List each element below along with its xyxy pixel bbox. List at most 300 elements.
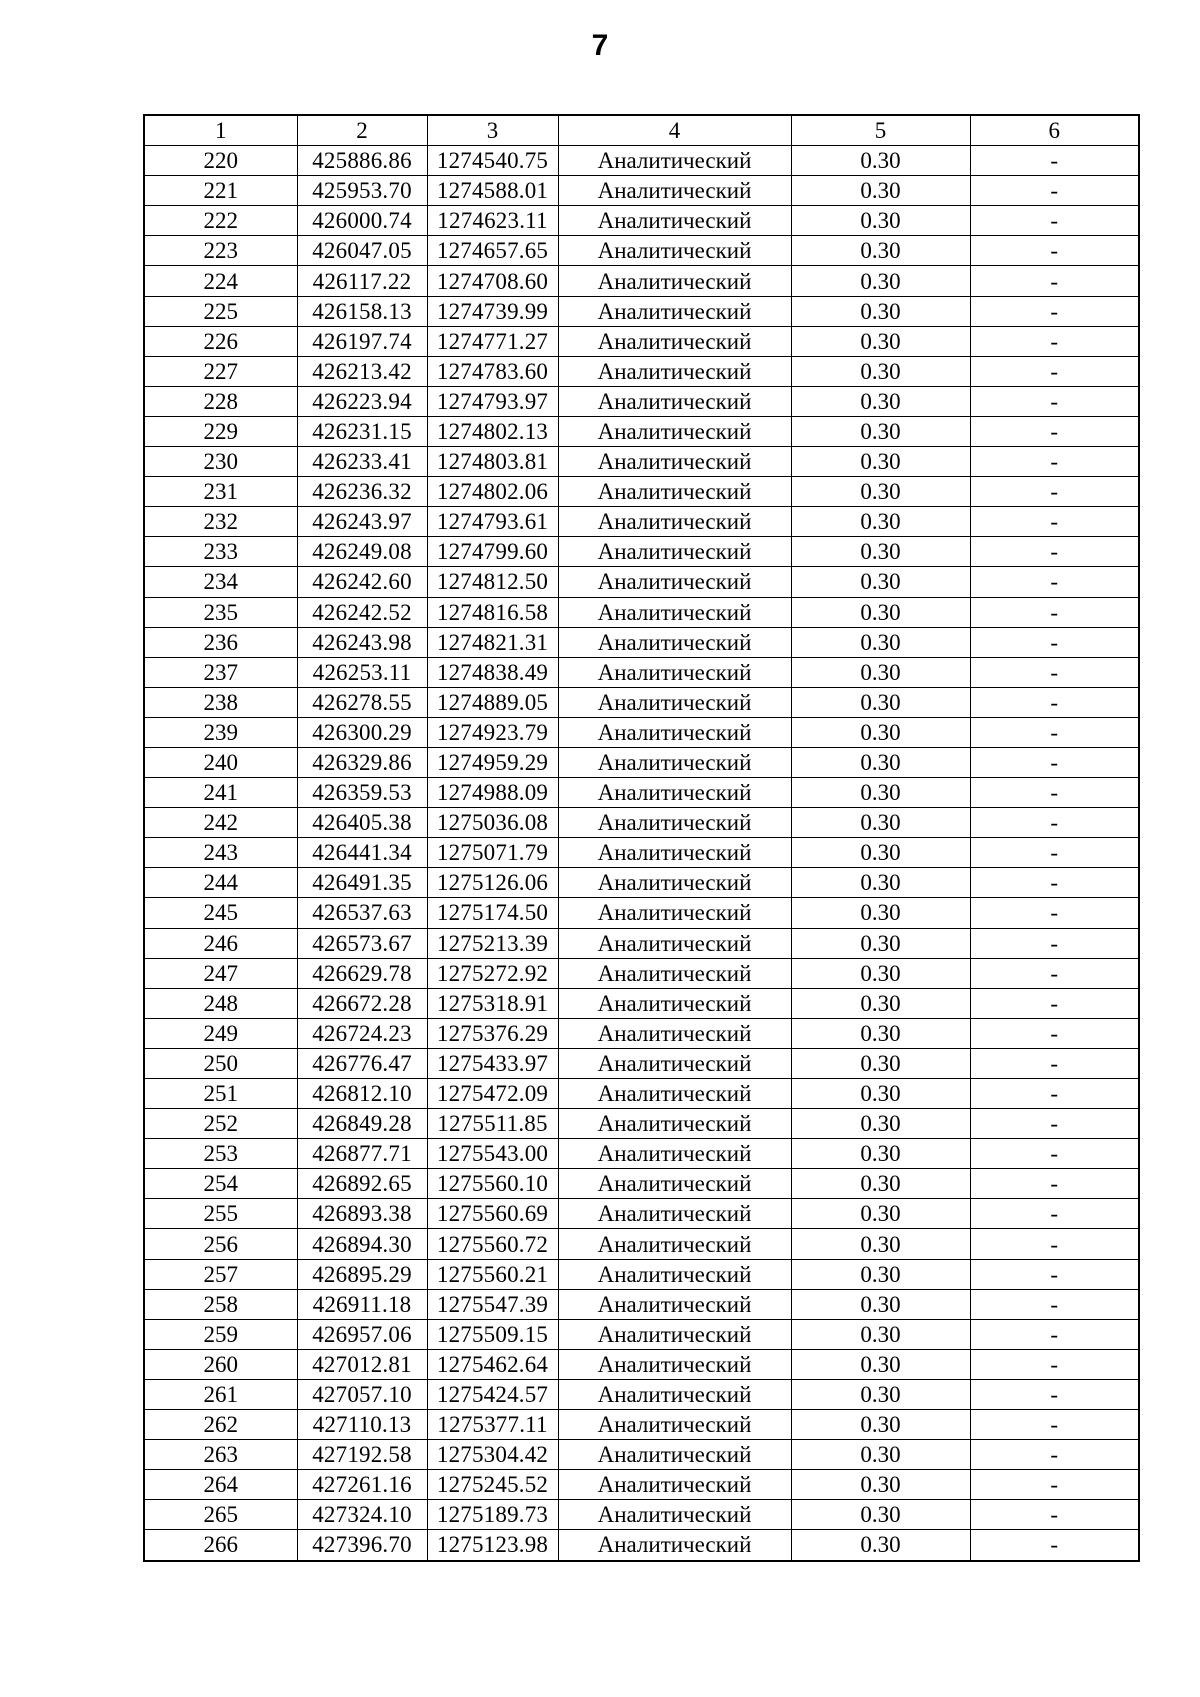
cell-coordinate-x: 426236.32 xyxy=(297,477,427,507)
cell-accuracy: 0.30 xyxy=(791,477,970,507)
cell-coordinate-x: 426776.47 xyxy=(297,1048,427,1078)
cell-coordinate-x: 426893.38 xyxy=(297,1199,427,1229)
table-row xyxy=(144,1289,1139,1319)
cell-coordinate-x: 426849.28 xyxy=(297,1109,427,1139)
cell-point-number: 243 xyxy=(144,838,297,868)
cell-coordinate-x: 426329.86 xyxy=(297,747,427,777)
cell-note: - xyxy=(970,1259,1139,1289)
cell-method: Аналитический xyxy=(558,747,791,777)
table-row xyxy=(144,1379,1139,1409)
table-row xyxy=(144,597,1139,627)
cell-coordinate-x: 426911.18 xyxy=(297,1289,427,1319)
table-row xyxy=(144,296,1139,326)
cell-note: - xyxy=(970,447,1139,477)
cell-point-number: 244 xyxy=(144,868,297,898)
cell-method: Аналитический xyxy=(558,296,791,326)
cell-coordinate-y: 1275174.50 xyxy=(427,898,558,928)
cell-coordinate-x: 426405.38 xyxy=(297,808,427,838)
cell-accuracy: 0.30 xyxy=(791,206,970,236)
cell-note: - xyxy=(970,1349,1139,1379)
cell-coordinate-y: 1275126.06 xyxy=(427,868,558,898)
cell-accuracy: 0.30 xyxy=(791,236,970,266)
cell-note: - xyxy=(970,1410,1139,1440)
cell-method: Аналитический xyxy=(558,356,791,386)
cell-point-number: 224 xyxy=(144,266,297,296)
table-row xyxy=(144,1199,1139,1229)
cell-point-number: 235 xyxy=(144,597,297,627)
cell-method: Аналитический xyxy=(558,1018,791,1048)
cell-accuracy: 0.30 xyxy=(791,386,970,416)
table-row xyxy=(144,146,1139,176)
cell-method: Аналитический xyxy=(558,1229,791,1259)
cell-coordinate-x: 426253.11 xyxy=(297,657,427,687)
cell-method: Аналитический xyxy=(558,1470,791,1500)
cell-coordinate-y: 1274812.50 xyxy=(427,567,558,597)
table-row xyxy=(144,1048,1139,1078)
cell-coordinate-x: 426242.52 xyxy=(297,597,427,627)
cell-point-number: 248 xyxy=(144,988,297,1018)
cell-method: Аналитический xyxy=(558,657,791,687)
table-row xyxy=(144,1530,1139,1561)
cell-note: - xyxy=(970,1199,1139,1229)
table-row xyxy=(144,1349,1139,1379)
table-row xyxy=(144,206,1139,236)
cell-point-number: 251 xyxy=(144,1079,297,1109)
cell-point-number: 240 xyxy=(144,747,297,777)
cell-coordinate-y: 1275560.69 xyxy=(427,1199,558,1229)
cell-accuracy: 0.30 xyxy=(791,1410,970,1440)
cell-coordinate-x: 427192.58 xyxy=(297,1440,427,1470)
table-row xyxy=(144,477,1139,507)
cell-coordinate-y: 1275511.85 xyxy=(427,1109,558,1139)
cell-method: Аналитический xyxy=(558,958,791,988)
cell-coordinate-x: 426243.98 xyxy=(297,627,427,657)
cell-note: - xyxy=(970,236,1139,266)
cell-accuracy: 0.30 xyxy=(791,808,970,838)
table-row xyxy=(144,1470,1139,1500)
cell-accuracy: 0.30 xyxy=(791,868,970,898)
cell-point-number: 247 xyxy=(144,958,297,988)
table-row xyxy=(144,386,1139,416)
cell-note: - xyxy=(970,296,1139,326)
cell-method: Аналитический xyxy=(558,1109,791,1139)
cell-coordinate-y: 1275424.57 xyxy=(427,1379,558,1409)
cell-note: - xyxy=(970,657,1139,687)
cell-coordinate-y: 1274889.05 xyxy=(427,687,558,717)
cell-coordinate-y: 1275272.92 xyxy=(427,958,558,988)
table-row xyxy=(144,1079,1139,1109)
table-row xyxy=(144,747,1139,777)
cell-coordinate-y: 1274838.49 xyxy=(427,657,558,687)
cell-coordinate-x: 426242.60 xyxy=(297,567,427,597)
cell-accuracy: 0.30 xyxy=(791,326,970,356)
cell-accuracy: 0.30 xyxy=(791,988,970,1018)
cell-point-number: 242 xyxy=(144,808,297,838)
cell-point-number: 250 xyxy=(144,1048,297,1078)
cell-note: - xyxy=(970,687,1139,717)
cell-coordinate-y: 1275547.39 xyxy=(427,1289,558,1319)
cell-method: Аналитический xyxy=(558,1169,791,1199)
cell-accuracy: 0.30 xyxy=(791,928,970,958)
cell-coordinate-y: 1275123.98 xyxy=(427,1530,558,1561)
cell-method: Аналитический xyxy=(558,1349,791,1379)
cell-note: - xyxy=(970,416,1139,446)
cell-accuracy: 0.30 xyxy=(791,717,970,747)
cell-coordinate-y: 1274816.58 xyxy=(427,597,558,627)
cell-coordinate-x: 426213.42 xyxy=(297,356,427,386)
cell-accuracy: 0.30 xyxy=(791,416,970,446)
coordinates-table xyxy=(143,114,1140,1562)
cell-method: Аналитический xyxy=(558,898,791,928)
cell-coordinate-x: 426894.30 xyxy=(297,1229,427,1259)
cell-method: Аналитический xyxy=(558,1379,791,1409)
cell-coordinate-y: 1274657.65 xyxy=(427,236,558,266)
cell-coordinate-y: 1274771.27 xyxy=(427,326,558,356)
cell-method: Аналитический xyxy=(558,567,791,597)
cell-point-number: 265 xyxy=(144,1500,297,1530)
cell-point-number: 233 xyxy=(144,537,297,567)
cell-point-number: 220 xyxy=(144,146,297,176)
cell-accuracy: 0.30 xyxy=(791,1199,970,1229)
cell-note: - xyxy=(970,176,1139,206)
cell-note: - xyxy=(970,808,1139,838)
cell-coordinate-x: 426233.41 xyxy=(297,447,427,477)
table-row xyxy=(144,507,1139,537)
cell-coordinate-y: 1274783.60 xyxy=(427,356,558,386)
table-row xyxy=(144,326,1139,356)
cell-coordinate-y: 1274799.60 xyxy=(427,537,558,567)
table-row xyxy=(144,1109,1139,1139)
cell-point-number: 241 xyxy=(144,778,297,808)
cell-coordinate-x: 426957.06 xyxy=(297,1319,427,1349)
cell-coordinate-x: 427396.70 xyxy=(297,1530,427,1561)
cell-method: Аналитический xyxy=(558,928,791,958)
cell-method: Аналитический xyxy=(558,597,791,627)
table-row xyxy=(144,266,1139,296)
cell-point-number: 227 xyxy=(144,356,297,386)
table-row xyxy=(144,928,1139,958)
cell-coordinate-y: 1275462.64 xyxy=(427,1349,558,1379)
cell-coordinate-y: 1275509.15 xyxy=(427,1319,558,1349)
cell-point-number: 236 xyxy=(144,627,297,657)
cell-coordinate-x: 426895.29 xyxy=(297,1259,427,1289)
cell-note: - xyxy=(970,1229,1139,1259)
cell-point-number: 266 xyxy=(144,1530,297,1561)
cell-accuracy: 0.30 xyxy=(791,296,970,326)
cell-point-number: 264 xyxy=(144,1470,297,1500)
table-row xyxy=(144,838,1139,868)
cell-coordinate-y: 1274793.61 xyxy=(427,507,558,537)
cell-note: - xyxy=(970,1139,1139,1169)
cell-point-number: 257 xyxy=(144,1259,297,1289)
cell-coordinate-y: 1274802.13 xyxy=(427,416,558,446)
cell-accuracy: 0.30 xyxy=(791,657,970,687)
cell-point-number: 249 xyxy=(144,1018,297,1048)
cell-coordinate-x: 426537.63 xyxy=(297,898,427,928)
column-header: 2 xyxy=(297,115,427,146)
cell-accuracy: 0.30 xyxy=(791,1048,970,1078)
cell-note: - xyxy=(970,1169,1139,1199)
cell-coordinate-y: 1274540.75 xyxy=(427,146,558,176)
cell-coordinate-y: 1274821.31 xyxy=(427,627,558,657)
cell-accuracy: 0.30 xyxy=(791,597,970,627)
cell-method: Аналитический xyxy=(558,1048,791,1078)
cell-coordinate-y: 1275189.73 xyxy=(427,1500,558,1530)
cell-method: Аналитический xyxy=(558,988,791,1018)
cell-method: Аналитический xyxy=(558,1530,791,1561)
cell-method: Аналитический xyxy=(558,236,791,266)
cell-method: Аналитический xyxy=(558,627,791,657)
cell-method: Аналитический xyxy=(558,808,791,838)
cell-coordinate-x: 426359.53 xyxy=(297,778,427,808)
column-header: 3 xyxy=(427,115,558,146)
cell-coordinate-x: 426158.13 xyxy=(297,296,427,326)
cell-accuracy: 0.30 xyxy=(791,537,970,567)
cell-note: - xyxy=(970,326,1139,356)
cell-coordinate-x: 426441.34 xyxy=(297,838,427,868)
cell-coordinate-y: 1274793.97 xyxy=(427,386,558,416)
table-row xyxy=(144,1319,1139,1349)
cell-point-number: 237 xyxy=(144,657,297,687)
table-row xyxy=(144,868,1139,898)
cell-note: - xyxy=(970,266,1139,296)
cell-coordinate-x: 427110.13 xyxy=(297,1410,427,1440)
cell-accuracy: 0.30 xyxy=(791,1139,970,1169)
cell-note: - xyxy=(970,928,1139,958)
table-row xyxy=(144,356,1139,386)
cell-coordinate-x: 426223.94 xyxy=(297,386,427,416)
table-row xyxy=(144,1500,1139,1530)
cell-point-number: 263 xyxy=(144,1440,297,1470)
table-row xyxy=(144,447,1139,477)
cell-point-number: 259 xyxy=(144,1319,297,1349)
table-row xyxy=(144,687,1139,717)
table-body xyxy=(144,146,1139,1561)
cell-point-number: 245 xyxy=(144,898,297,928)
cell-accuracy: 0.30 xyxy=(791,356,970,386)
cell-coordinate-x: 426812.10 xyxy=(297,1079,427,1109)
cell-method: Аналитический xyxy=(558,1319,791,1349)
cell-note: - xyxy=(970,1079,1139,1109)
cell-coordinate-x: 426629.78 xyxy=(297,958,427,988)
cell-method: Аналитический xyxy=(558,1139,791,1169)
cell-coordinate-y: 1275304.42 xyxy=(427,1440,558,1470)
cell-accuracy: 0.30 xyxy=(791,1109,970,1139)
cell-coordinate-y: 1274803.81 xyxy=(427,447,558,477)
cell-note: - xyxy=(970,1319,1139,1349)
cell-accuracy: 0.30 xyxy=(791,1470,970,1500)
cell-method: Аналитический xyxy=(558,868,791,898)
cell-method: Аналитический xyxy=(558,778,791,808)
cell-method: Аналитический xyxy=(558,1440,791,1470)
cell-accuracy: 0.30 xyxy=(791,1169,970,1199)
cell-accuracy: 0.30 xyxy=(791,1259,970,1289)
cell-accuracy: 0.30 xyxy=(791,1500,970,1530)
cell-coordinate-y: 1274708.60 xyxy=(427,266,558,296)
cell-accuracy: 0.30 xyxy=(791,1079,970,1109)
cell-accuracy: 0.30 xyxy=(791,1440,970,1470)
table-row xyxy=(144,808,1139,838)
cell-coordinate-y: 1274739.99 xyxy=(427,296,558,326)
cell-method: Аналитический xyxy=(558,537,791,567)
cell-accuracy: 0.30 xyxy=(791,146,970,176)
table-row xyxy=(144,1259,1139,1289)
cell-note: - xyxy=(970,717,1139,747)
cell-coordinate-y: 1274623.11 xyxy=(427,206,558,236)
cell-coordinate-x: 426892.65 xyxy=(297,1169,427,1199)
cell-note: - xyxy=(970,958,1139,988)
cell-accuracy: 0.30 xyxy=(791,838,970,868)
cell-accuracy: 0.30 xyxy=(791,266,970,296)
table-header-row xyxy=(144,115,1139,146)
cell-method: Аналитический xyxy=(558,1259,791,1289)
table-row xyxy=(144,537,1139,567)
cell-point-number: 229 xyxy=(144,416,297,446)
cell-note: - xyxy=(970,1018,1139,1048)
cell-method: Аналитический xyxy=(558,477,791,507)
cell-method: Аналитический xyxy=(558,717,791,747)
cell-accuracy: 0.30 xyxy=(791,507,970,537)
cell-method: Аналитический xyxy=(558,176,791,206)
cell-coordinate-y: 1274959.29 xyxy=(427,747,558,777)
cell-accuracy: 0.30 xyxy=(791,1229,970,1259)
cell-coordinate-y: 1275560.21 xyxy=(427,1259,558,1289)
cell-note: - xyxy=(970,1440,1139,1470)
cell-point-number: 238 xyxy=(144,687,297,717)
table-row xyxy=(144,1169,1139,1199)
cell-accuracy: 0.30 xyxy=(791,747,970,777)
table-row xyxy=(144,416,1139,446)
cell-point-number: 255 xyxy=(144,1199,297,1229)
cell-accuracy: 0.30 xyxy=(791,687,970,717)
cell-coordinate-x: 427261.16 xyxy=(297,1470,427,1500)
cell-point-number: 223 xyxy=(144,236,297,266)
cell-coordinate-y: 1275560.10 xyxy=(427,1169,558,1199)
cell-point-number: 239 xyxy=(144,717,297,747)
cell-coordinate-x: 426724.23 xyxy=(297,1018,427,1048)
cell-method: Аналитический xyxy=(558,266,791,296)
cell-note: - xyxy=(970,477,1139,507)
cell-method: Аналитический xyxy=(558,687,791,717)
cell-note: - xyxy=(970,1500,1139,1530)
cell-method: Аналитический xyxy=(558,1289,791,1319)
cell-note: - xyxy=(970,356,1139,386)
cell-coordinate-x: 426117.22 xyxy=(297,266,427,296)
cell-note: - xyxy=(970,597,1139,627)
cell-coordinate-y: 1274588.01 xyxy=(427,176,558,206)
cell-coordinate-x: 426300.29 xyxy=(297,717,427,747)
table-row xyxy=(144,1018,1139,1048)
cell-point-number: 254 xyxy=(144,1169,297,1199)
table-row xyxy=(144,898,1139,928)
cell-point-number: 234 xyxy=(144,567,297,597)
cell-method: Аналитический xyxy=(558,447,791,477)
cell-coordinate-x: 426197.74 xyxy=(297,326,427,356)
cell-coordinate-y: 1275245.52 xyxy=(427,1470,558,1500)
cell-note: - xyxy=(970,1289,1139,1319)
cell-coordinate-x: 426672.28 xyxy=(297,988,427,1018)
cell-method: Аналитический xyxy=(558,1500,791,1530)
cell-coordinate-y: 1275036.08 xyxy=(427,808,558,838)
cell-point-number: 226 xyxy=(144,326,297,356)
table-row xyxy=(144,958,1139,988)
table-row xyxy=(144,717,1139,747)
cell-point-number: 261 xyxy=(144,1379,297,1409)
cell-accuracy: 0.30 xyxy=(791,1530,970,1561)
cell-method: Аналитический xyxy=(558,206,791,236)
cell-coordinate-x: 426243.97 xyxy=(297,507,427,537)
cell-note: - xyxy=(970,1470,1139,1500)
cell-coordinate-y: 1274802.06 xyxy=(427,477,558,507)
cell-note: - xyxy=(970,507,1139,537)
cell-point-number: 252 xyxy=(144,1109,297,1139)
table-row xyxy=(144,778,1139,808)
cell-coordinate-y: 1275318.91 xyxy=(427,988,558,1018)
cell-point-number: 253 xyxy=(144,1139,297,1169)
cell-point-number: 256 xyxy=(144,1229,297,1259)
cell-coordinate-y: 1275433.97 xyxy=(427,1048,558,1078)
cell-method: Аналитический xyxy=(558,416,791,446)
column-header: 6 xyxy=(970,115,1139,146)
page-number: 7 xyxy=(591,29,609,62)
cell-point-number: 262 xyxy=(144,1410,297,1440)
cell-method: Аналитический xyxy=(558,1410,791,1440)
cell-note: - xyxy=(970,1048,1139,1078)
cell-accuracy: 0.30 xyxy=(791,898,970,928)
cell-coordinate-y: 1275377.11 xyxy=(427,1410,558,1440)
cell-coordinate-x: 426231.15 xyxy=(297,416,427,446)
cell-point-number: 228 xyxy=(144,386,297,416)
table-row xyxy=(144,567,1139,597)
cell-note: - xyxy=(970,988,1139,1018)
cell-coordinate-y: 1275472.09 xyxy=(427,1079,558,1109)
cell-note: - xyxy=(970,778,1139,808)
cell-point-number: 232 xyxy=(144,507,297,537)
cell-coordinate-y: 1275213.39 xyxy=(427,928,558,958)
cell-point-number: 258 xyxy=(144,1289,297,1319)
cell-note: - xyxy=(970,567,1139,597)
cell-accuracy: 0.30 xyxy=(791,778,970,808)
cell-accuracy: 0.30 xyxy=(791,1289,970,1319)
cell-coordinate-y: 1274923.79 xyxy=(427,717,558,747)
cell-accuracy: 0.30 xyxy=(791,1018,970,1048)
cell-method: Аналитический xyxy=(558,507,791,537)
cell-note: - xyxy=(970,206,1139,236)
cell-method: Аналитический xyxy=(558,386,791,416)
cell-note: - xyxy=(970,747,1139,777)
cell-accuracy: 0.30 xyxy=(791,1349,970,1379)
cell-point-number: 225 xyxy=(144,296,297,326)
cell-note: - xyxy=(970,537,1139,567)
cell-note: - xyxy=(970,146,1139,176)
cell-accuracy: 0.30 xyxy=(791,627,970,657)
cell-accuracy: 0.30 xyxy=(791,1319,970,1349)
cell-coordinate-y: 1275560.72 xyxy=(427,1229,558,1259)
table-row xyxy=(144,1440,1139,1470)
table-row xyxy=(144,236,1139,266)
cell-accuracy: 0.30 xyxy=(791,567,970,597)
cell-point-number: 246 xyxy=(144,928,297,958)
cell-note: - xyxy=(970,868,1139,898)
cell-method: Аналитический xyxy=(558,1199,791,1229)
cell-coordinate-x: 427012.81 xyxy=(297,1349,427,1379)
table-row xyxy=(144,627,1139,657)
cell-point-number: 222 xyxy=(144,206,297,236)
cell-note: - xyxy=(970,898,1139,928)
cell-method: Аналитический xyxy=(558,1079,791,1109)
table-row xyxy=(144,1229,1139,1259)
cell-note: - xyxy=(970,1379,1139,1409)
